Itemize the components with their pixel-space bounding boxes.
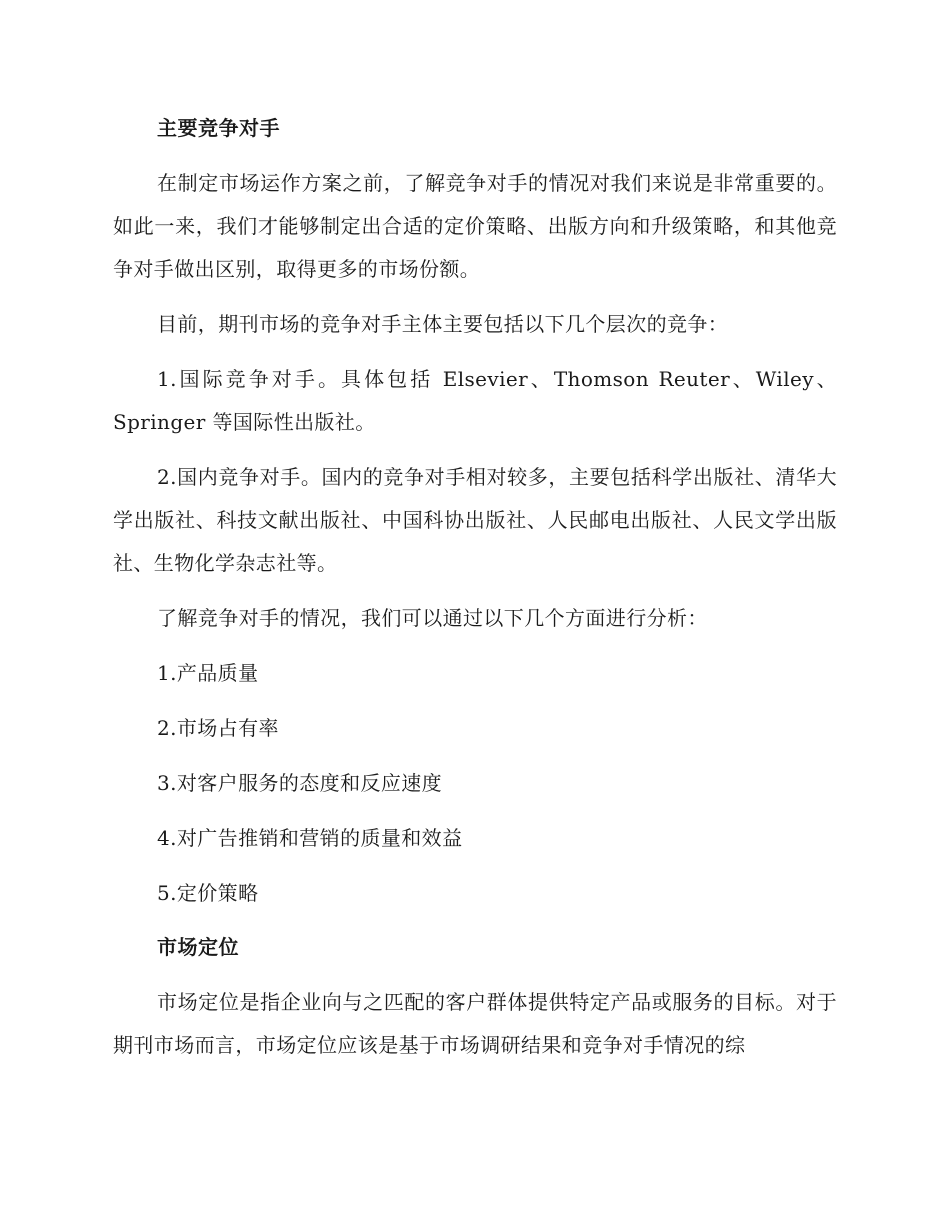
paragraph-intro: 在制定市场运作方案之前，了解竞争对手的情况对我们来说是非常重要的。如此一来，我们才能够制定出合适的定价策略、出版方向和升级策略，和其他竞争对手做出区别，取得更多的市场份额。 (113, 171, 837, 281)
list-item: 2.市场占有率 (157, 716, 279, 740)
paragraph-positioning: 市场定位是指企业向与之匹配的客户群体提供特定产品或服务的目标。对于期刊市场而言，市场定位应该是基于市场调研结果和竞争对手情况的综 (113, 990, 837, 1057)
document-content (113, 108, 837, 1079)
list-item: 4.对广告推销和营销的质量和效益 (157, 826, 463, 850)
paragraph-domestic: 2.国内竞争对手。国内的竞争对手相对较多，主要包括科学出版社、清华大学出版社、科技文献出版社、中国科协出版社、人民邮电出版社、人民文学出版社、生物化学杂志社等。 (113, 465, 837, 575)
paragraph-international: 1.国际竞争对手。具体包括 Elsevier、Thomson Reuter、Wiley、Springer 等国际性出版社。 (113, 367, 837, 434)
section-heading-positioning: 市场定位 (157, 935, 239, 959)
section-heading-competitors: 主要竞争对手 (157, 116, 280, 140)
list-item: 3.对客户服务的态度和反应速度 (157, 771, 443, 795)
paragraph-levels: 目前，期刊市场的竞争对手主体主要包括以下几个层次的竞争： (157, 312, 729, 336)
list-item: 1.产品质量 (157, 661, 259, 685)
list-item: 5.定价策略 (157, 881, 259, 905)
paragraph-analysis: 了解竞争对手的情况，我们可以通过以下几个方面进行分析： (157, 606, 708, 630)
